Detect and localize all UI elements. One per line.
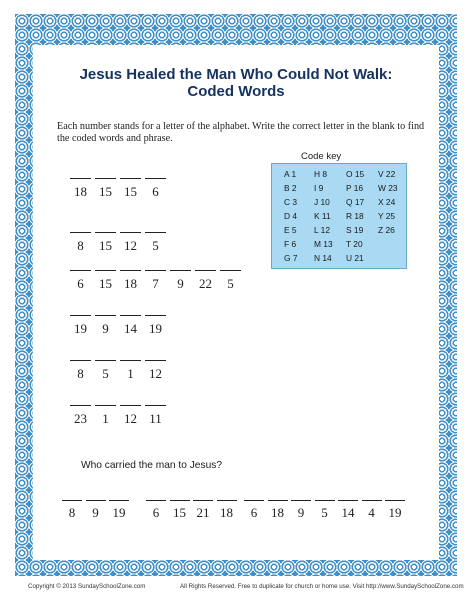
code-key-entry: Z 26 <box>378 225 395 235</box>
code-number: 1 <box>102 411 109 426</box>
code-key-entry: V 22 <box>378 169 396 179</box>
code-key-entry: E 5 <box>284 225 297 235</box>
code-number: 22 <box>199 276 212 291</box>
code-key-entry: M 13 <box>314 239 333 249</box>
code-number: 12 <box>149 366 162 381</box>
answer-code-number: 6 <box>152 505 160 520</box>
answer-code-number: 9 <box>297 505 305 520</box>
code-number: 15 <box>99 184 112 199</box>
code-number: 15 <box>99 238 112 253</box>
answer-code-number: 4 <box>368 505 375 520</box>
answer-code-number: 14 <box>341 505 355 520</box>
answer-code-number: 15 <box>173 505 186 520</box>
code-number: 5 <box>152 238 159 253</box>
code-number: 15 <box>99 276 112 291</box>
worksheet-title: Jesus Healed the Man Who Could Not Walk: <box>79 66 393 83</box>
code-number: 19 <box>74 321 87 336</box>
code-key-entry: P 16 <box>346 183 364 193</box>
instructions: Each number stands for a letter of the alphabet. Write the correct letter in the blank to find the coded words and phrase. <box>57 121 425 144</box>
answer-code-number: 8 <box>68 505 76 520</box>
code-key-entry: H 8 <box>314 169 328 179</box>
code-number: 11 <box>149 411 162 426</box>
code-number: 23 <box>74 411 87 426</box>
answer-code-number: 9 <box>92 505 99 520</box>
code-key-entry: Q 17 <box>346 197 365 207</box>
code-key-entry: J 10 <box>314 197 330 207</box>
code-number: 8 <box>77 366 84 381</box>
code-number: 9 <box>177 276 184 291</box>
answer-code-number: 18 <box>271 505 284 520</box>
code-number: 12 <box>124 411 137 426</box>
code-number: 5 <box>227 276 234 291</box>
code-number: 7 <box>152 276 159 291</box>
footer-rights: All Rights Reserved. Free to duplicate for church or home use. Visit http://www.SundaySchoolZone.com <box>180 583 464 590</box>
code-number: 1 <box>127 366 134 381</box>
code-number: 15 <box>124 184 137 199</box>
code-number: 6 <box>77 276 84 291</box>
code-key-title: Code key <box>301 151 342 162</box>
code-number: 12 <box>124 238 137 253</box>
code-key-entry: F 6 <box>284 239 297 249</box>
code-key-entry: N 14 <box>314 253 332 263</box>
footer-copyright: Copyright © 2013 SundaySchoolZone.com <box>28 583 146 590</box>
code-key-entry: T 20 <box>346 239 363 249</box>
code-key-entry: D 4 <box>284 211 298 221</box>
answer-code-number: 18 <box>220 505 233 520</box>
code-key-entry: X 24 <box>378 197 396 207</box>
code-key-entry: S 19 <box>346 225 364 235</box>
answer-code-number: 19 <box>112 505 126 520</box>
question-text: Who carried the man to Jesus? <box>81 460 222 471</box>
code-key-entry: C 3 <box>284 197 298 207</box>
code-number: 5 <box>102 366 109 381</box>
answer-code-number: 19 <box>388 505 402 520</box>
code-number: 18 <box>74 184 87 199</box>
code-key-entry: R 18 <box>346 211 364 221</box>
answer-code-number: 6 <box>250 505 258 520</box>
code-key-entry: W 23 <box>378 183 398 193</box>
code-key-entry: U 21 <box>346 253 364 263</box>
answer-code-number: 21 <box>196 505 210 520</box>
code-key-entry: K 11 <box>314 211 331 221</box>
code-key-entry: A 1 <box>284 169 297 179</box>
code-key-entry: Y 25 <box>378 211 396 221</box>
code-key-entry: G 7 <box>284 253 298 263</box>
code-key-entry: L 12 <box>314 225 330 235</box>
code-number: 19 <box>149 321 162 336</box>
code-number: 14 <box>124 321 137 336</box>
code-number: 18 <box>124 276 137 291</box>
code-key-entry: B 2 <box>284 183 297 193</box>
code-number: 6 <box>152 184 159 199</box>
worksheet-subtitle: Coded Words <box>187 83 285 100</box>
code-number: 9 <box>102 321 109 336</box>
code-key-box <box>271 163 407 269</box>
code-number: 8 <box>77 238 84 253</box>
answer-code-number: 5 <box>321 505 328 520</box>
code-key-entry: O 15 <box>346 169 365 179</box>
code-key-entry: I 9 <box>314 183 324 193</box>
